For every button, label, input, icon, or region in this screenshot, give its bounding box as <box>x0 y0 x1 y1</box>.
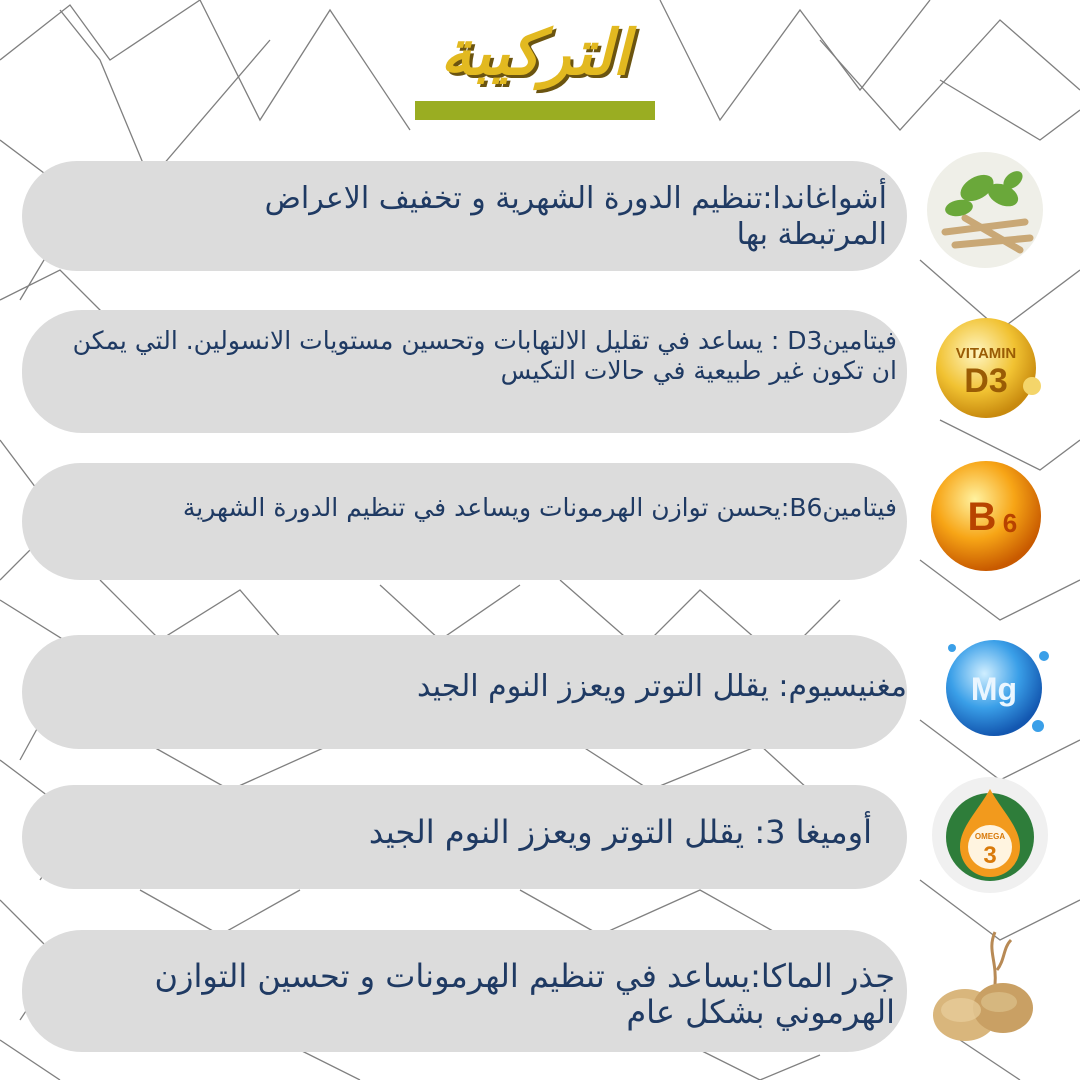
vitamin-d3-icon <box>928 308 1048 428</box>
svg-text:D3: D3 <box>964 362 1008 400</box>
maca-root-icon <box>925 930 1045 1050</box>
ingredient-text-magnesium: مغنيسيوم: يقلل التوتر ويعزز النوم الجيد <box>416 669 907 704</box>
magnesium-icon <box>938 628 1058 748</box>
ingredient-text-maca-root: جذر الماكا:يساعد في تنظيم الهرمونات و تحسين التوازن الهرموني بشكل عام <box>154 957 895 1031</box>
ashwagandha-root-icon <box>925 150 1045 270</box>
vitamin-b6-icon <box>926 456 1046 576</box>
page-title: التركيبة <box>440 16 630 89</box>
ingredient-card-ashwagandha <box>22 161 907 271</box>
ingredient-card-maca-root <box>22 930 907 1052</box>
svg-text:VITAMIN: VITAMIN <box>955 345 1017 362</box>
ingredient-text-ashwagandha: أشواغاندا:تنظيم الدورة الشهرية و تخفيف الاعراض المرتبطة بها <box>264 181 887 252</box>
ingredient-text-vitamin-d3: فيتامينD3 : يساعد في تقليل الالتهابات وتحسين مستويات الانسولين. التي يمكن ان تكون غير طبيعية في حالات التكيس <box>72 326 897 385</box>
ingredient-text-vitamin-b6: فيتامينB6:يحسن توازن الهرمونات ويساعد في تنظيم الدورة الشهرية <box>182 493 897 522</box>
ingredient-card-vitamin-b6 <box>22 463 907 580</box>
svg-text:6: 6 <box>1002 508 1018 538</box>
svg-text:B: B <box>967 495 997 539</box>
svg-text:OMEGA: OMEGA <box>974 832 1006 841</box>
ingredient-card-omega-3 <box>22 785 907 889</box>
ingredient-text-omega-3: أوميغا 3: يقلل التوتر ويعزز النوم الجيد <box>368 813 872 851</box>
omega-3-icon <box>930 775 1050 895</box>
svg-text:3: 3 <box>983 842 997 869</box>
ingredient-card-magnesium <box>22 635 907 749</box>
title-underline-bar <box>415 101 655 120</box>
ingredient-card-vitamin-d3 <box>22 310 907 433</box>
svg-text:Mg: Mg <box>970 671 1018 707</box>
